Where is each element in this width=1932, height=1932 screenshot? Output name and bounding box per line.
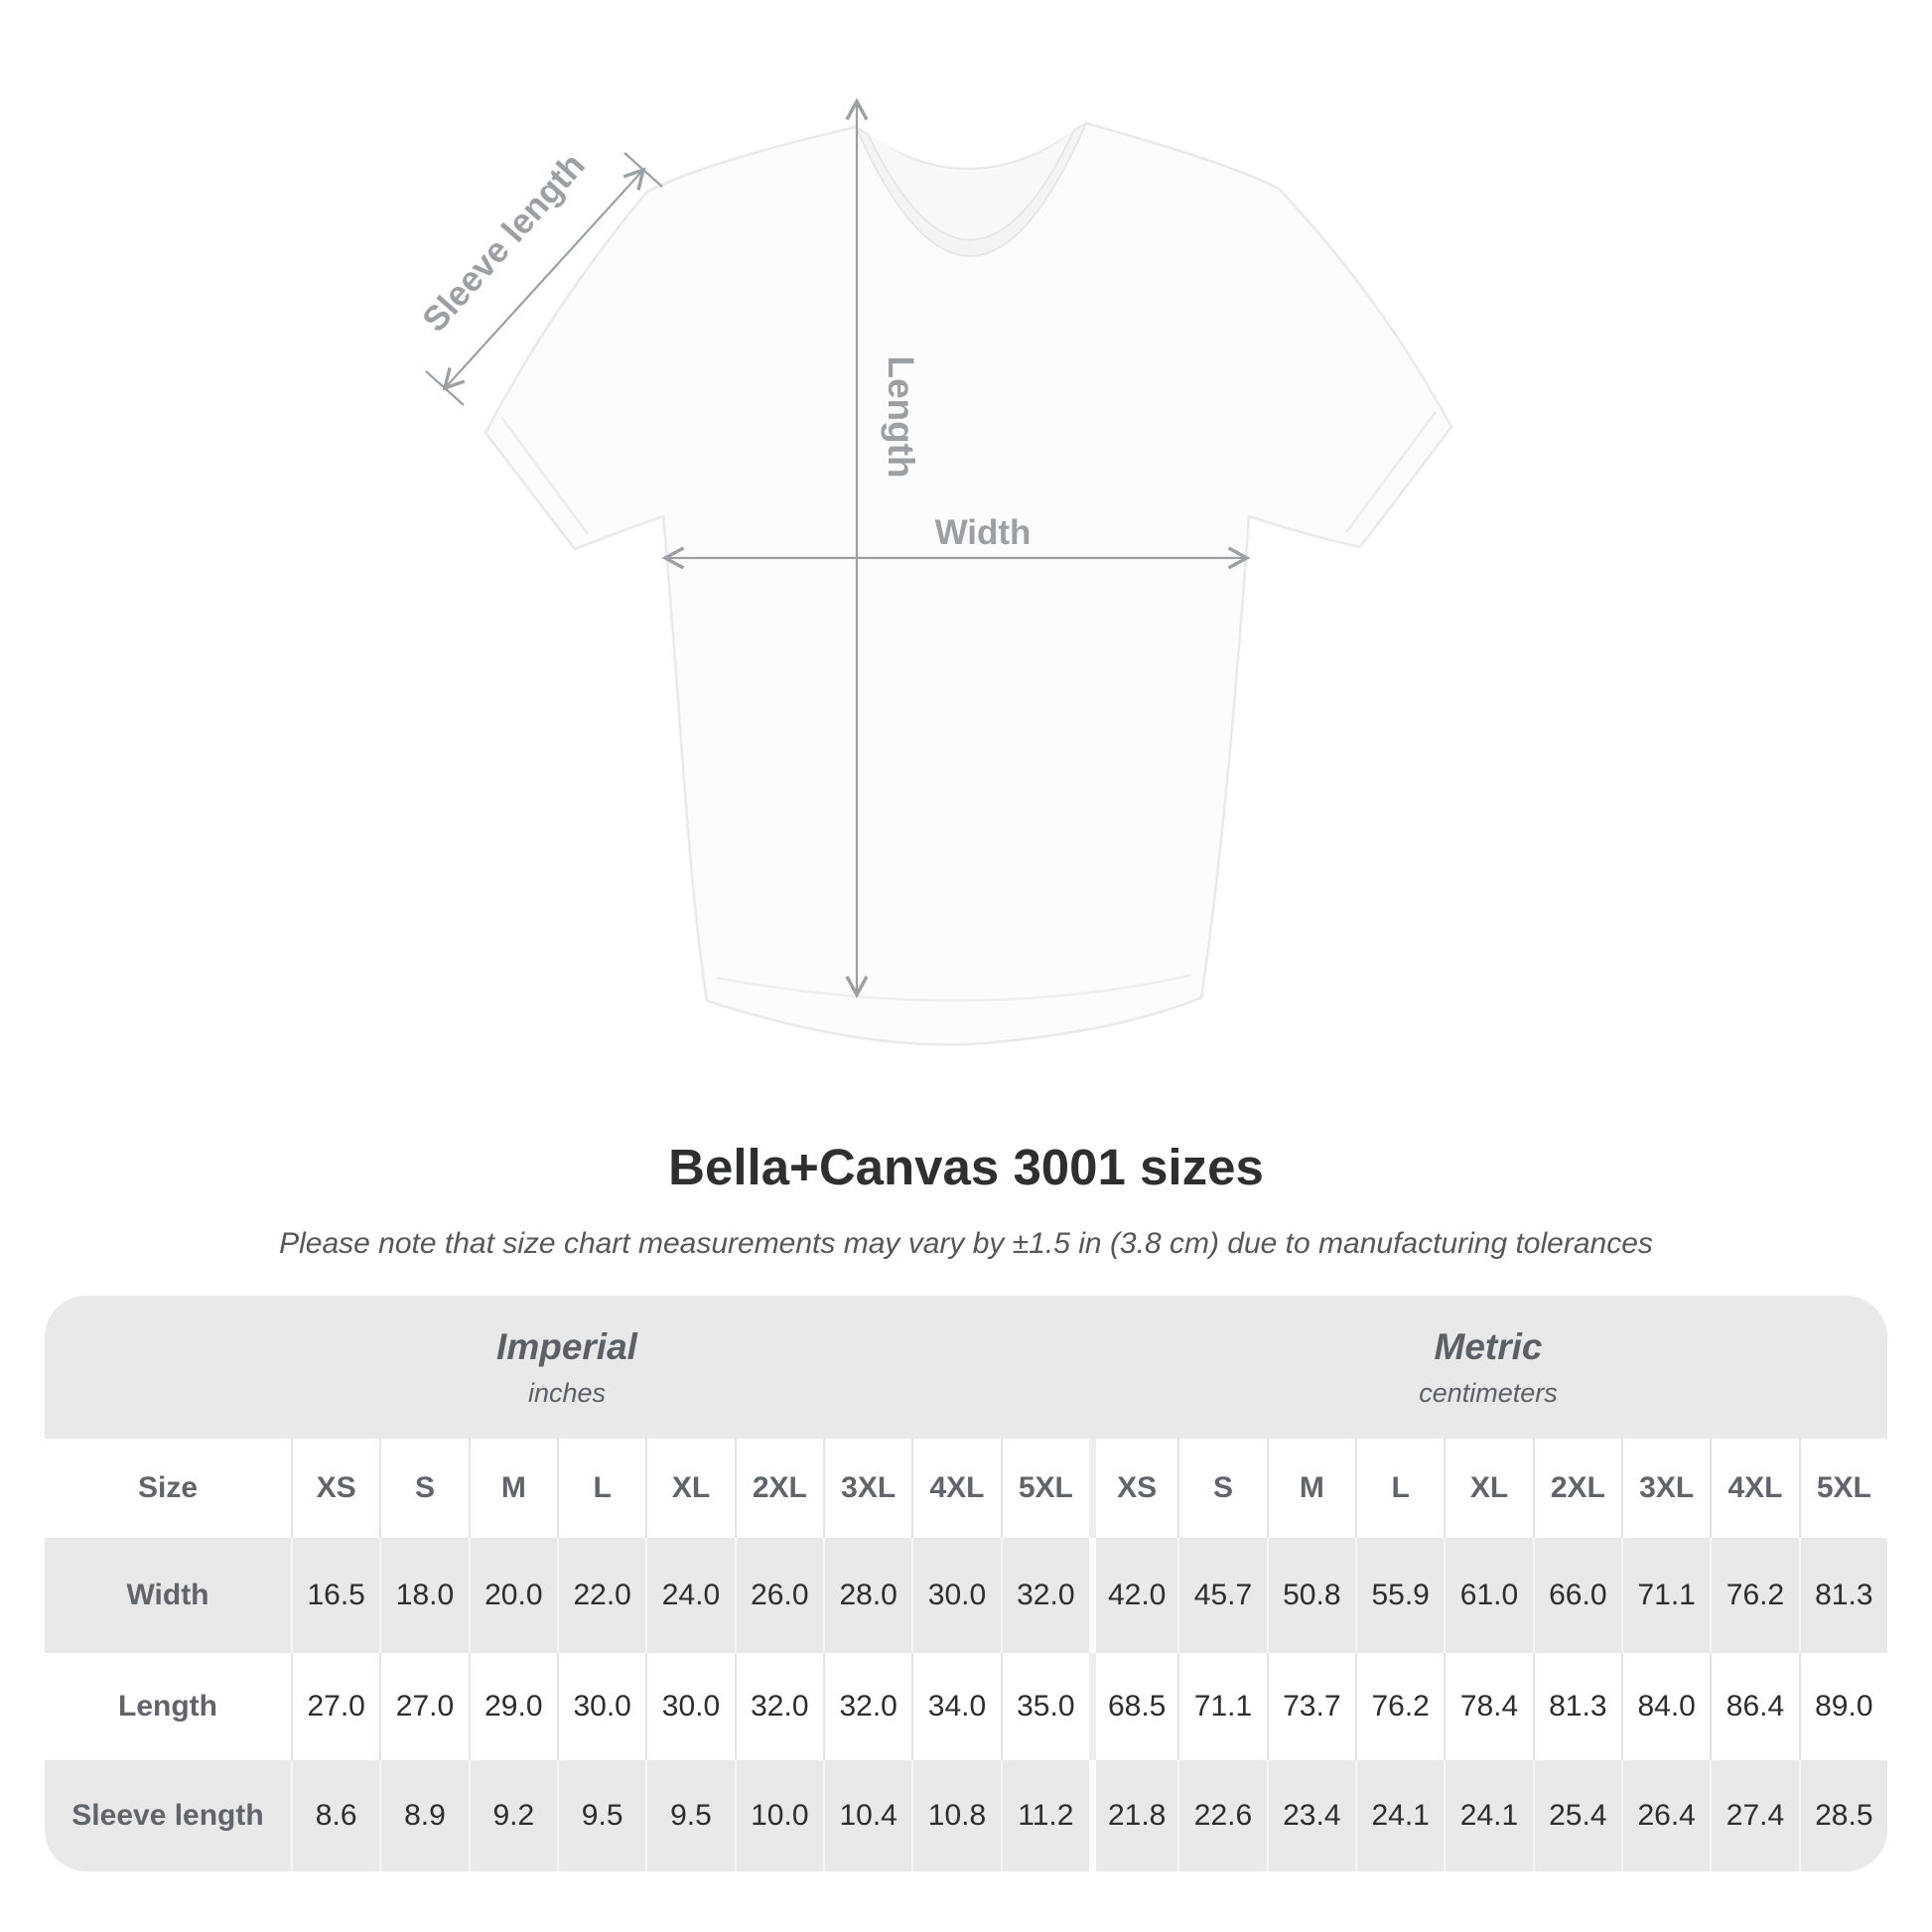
table-cell: 28.0 [823, 1538, 911, 1653]
table-cell: 81.3 [1533, 1653, 1621, 1760]
table-cell: 73.7 [1267, 1653, 1355, 1760]
table-cell: 9.5 [557, 1760, 645, 1871]
table-cell: 8.9 [379, 1760, 468, 1871]
unit-group-header-row [45, 1296, 1887, 1439]
table-row [45, 1538, 1887, 1653]
table-cell: 32.0 [823, 1653, 911, 1760]
size-label: 3XL [1621, 1439, 1710, 1538]
unit-group-imperial [45, 1296, 1089, 1439]
size-label: 4XL [911, 1439, 1000, 1538]
row-label: Sleeve length [71, 1799, 264, 1832]
table-cell: 28.5 [1799, 1760, 1887, 1871]
size-label: M [1267, 1439, 1355, 1538]
row-label: Length [118, 1690, 217, 1723]
table-cell: 84.0 [1621, 1653, 1710, 1760]
table-cell: 23.4 [1267, 1760, 1355, 1871]
table-cell: 24.1 [1355, 1760, 1444, 1871]
t-shirt-graphic [485, 123, 1451, 1044]
table-cell: 76.2 [1355, 1653, 1444, 1760]
size-label: XL [1444, 1439, 1532, 1538]
table-cell: 22.0 [557, 1538, 645, 1653]
table-cell: 71.1 [1621, 1538, 1710, 1653]
table-cell: 22.6 [1177, 1760, 1266, 1871]
size-column-header: Size [137, 1471, 199, 1504]
table-cell: 9.5 [645, 1760, 734, 1871]
table-cell: 10.8 [911, 1760, 1000, 1871]
table-cell: 27.0 [291, 1653, 379, 1760]
sleeve-length-label: Sleeve length [415, 145, 593, 340]
size-label: 5XL [1799, 1439, 1887, 1538]
table-cell: 61.0 [1444, 1538, 1532, 1653]
table-cell: 81.3 [1799, 1538, 1887, 1653]
table-cell: 30.0 [911, 1538, 1000, 1653]
table-cell: 27.0 [379, 1653, 468, 1760]
page-subtitle: Please note that size chart measurements may vary by ±1.5 in (3.8 cm) due to manufacturing tolerances [279, 1227, 1653, 1260]
table-cell: 26.4 [1621, 1760, 1710, 1871]
table-cell: 16.5 [291, 1538, 379, 1653]
size-label: 2XL [735, 1439, 823, 1538]
size-label: 3XL [823, 1439, 911, 1538]
table-cell: 27.4 [1710, 1760, 1798, 1871]
table-cell: 89.0 [1799, 1653, 1887, 1760]
table-cell: 8.6 [291, 1760, 379, 1871]
table-cell: 71.1 [1177, 1653, 1266, 1760]
table-cell: 66.0 [1533, 1538, 1621, 1653]
size-label: S [1177, 1439, 1266, 1538]
table-cell: 10.4 [823, 1760, 911, 1871]
table-cell: 55.9 [1355, 1538, 1444, 1653]
table-cell: 68.5 [1089, 1653, 1177, 1760]
table-cell: 42.0 [1089, 1538, 1177, 1653]
table-row [45, 1653, 1887, 1760]
table-cell: 30.0 [645, 1653, 734, 1760]
size-table [45, 1296, 1887, 1871]
table-cell: 45.7 [1177, 1538, 1266, 1653]
table-cell: 32.0 [735, 1653, 823, 1760]
table-cell: 32.0 [1001, 1538, 1089, 1653]
size-header-row [45, 1439, 1887, 1538]
table-cell: 10.0 [735, 1760, 823, 1871]
row-label: Width [126, 1579, 209, 1611]
size-label: L [557, 1439, 645, 1538]
table-cell: 21.8 [1089, 1760, 1177, 1871]
unit-group-unit: inches [527, 1377, 607, 1408]
table-cell: 86.4 [1710, 1653, 1798, 1760]
table-cell: 29.0 [469, 1653, 557, 1760]
table-row [45, 1760, 1887, 1871]
table-cell: 24.0 [645, 1538, 734, 1653]
table-cell: 34.0 [911, 1653, 1000, 1760]
table-cell: 78.4 [1444, 1653, 1532, 1760]
table-cell: 18.0 [379, 1538, 468, 1653]
table-cell: 25.4 [1533, 1760, 1621, 1871]
size-label: XS [291, 1439, 379, 1538]
unit-group-name: Imperial [496, 1325, 637, 1367]
table-cell: 20.0 [469, 1538, 557, 1653]
page-title: Bella+Canvas 3001 sizes [668, 1139, 1264, 1195]
unit-group-metric [1089, 1296, 1887, 1439]
size-label: M [469, 1439, 557, 1538]
size-label: 2XL [1533, 1439, 1621, 1538]
length-label: Length [881, 355, 921, 479]
size-label: 5XL [1001, 1439, 1089, 1538]
table-cell: 26.0 [735, 1538, 823, 1653]
table-cell: 50.8 [1267, 1538, 1355, 1653]
size-label: 4XL [1710, 1439, 1798, 1538]
table-cell: 11.2 [1001, 1760, 1089, 1871]
table-cell: 24.1 [1444, 1760, 1532, 1871]
table-cell: 76.2 [1710, 1538, 1798, 1653]
table-cell: 9.2 [469, 1760, 557, 1871]
size-label: XS [1089, 1439, 1177, 1538]
table-cell: 30.0 [557, 1653, 645, 1760]
unit-group-unit: centimeters [1419, 1377, 1558, 1408]
size-label: XL [645, 1439, 734, 1538]
size-label: L [1355, 1439, 1444, 1538]
unit-group-name: Metric [1434, 1325, 1543, 1367]
size-label: S [379, 1439, 468, 1538]
table-cell: 35.0 [1001, 1653, 1089, 1760]
width-label: Width [934, 513, 1032, 552]
